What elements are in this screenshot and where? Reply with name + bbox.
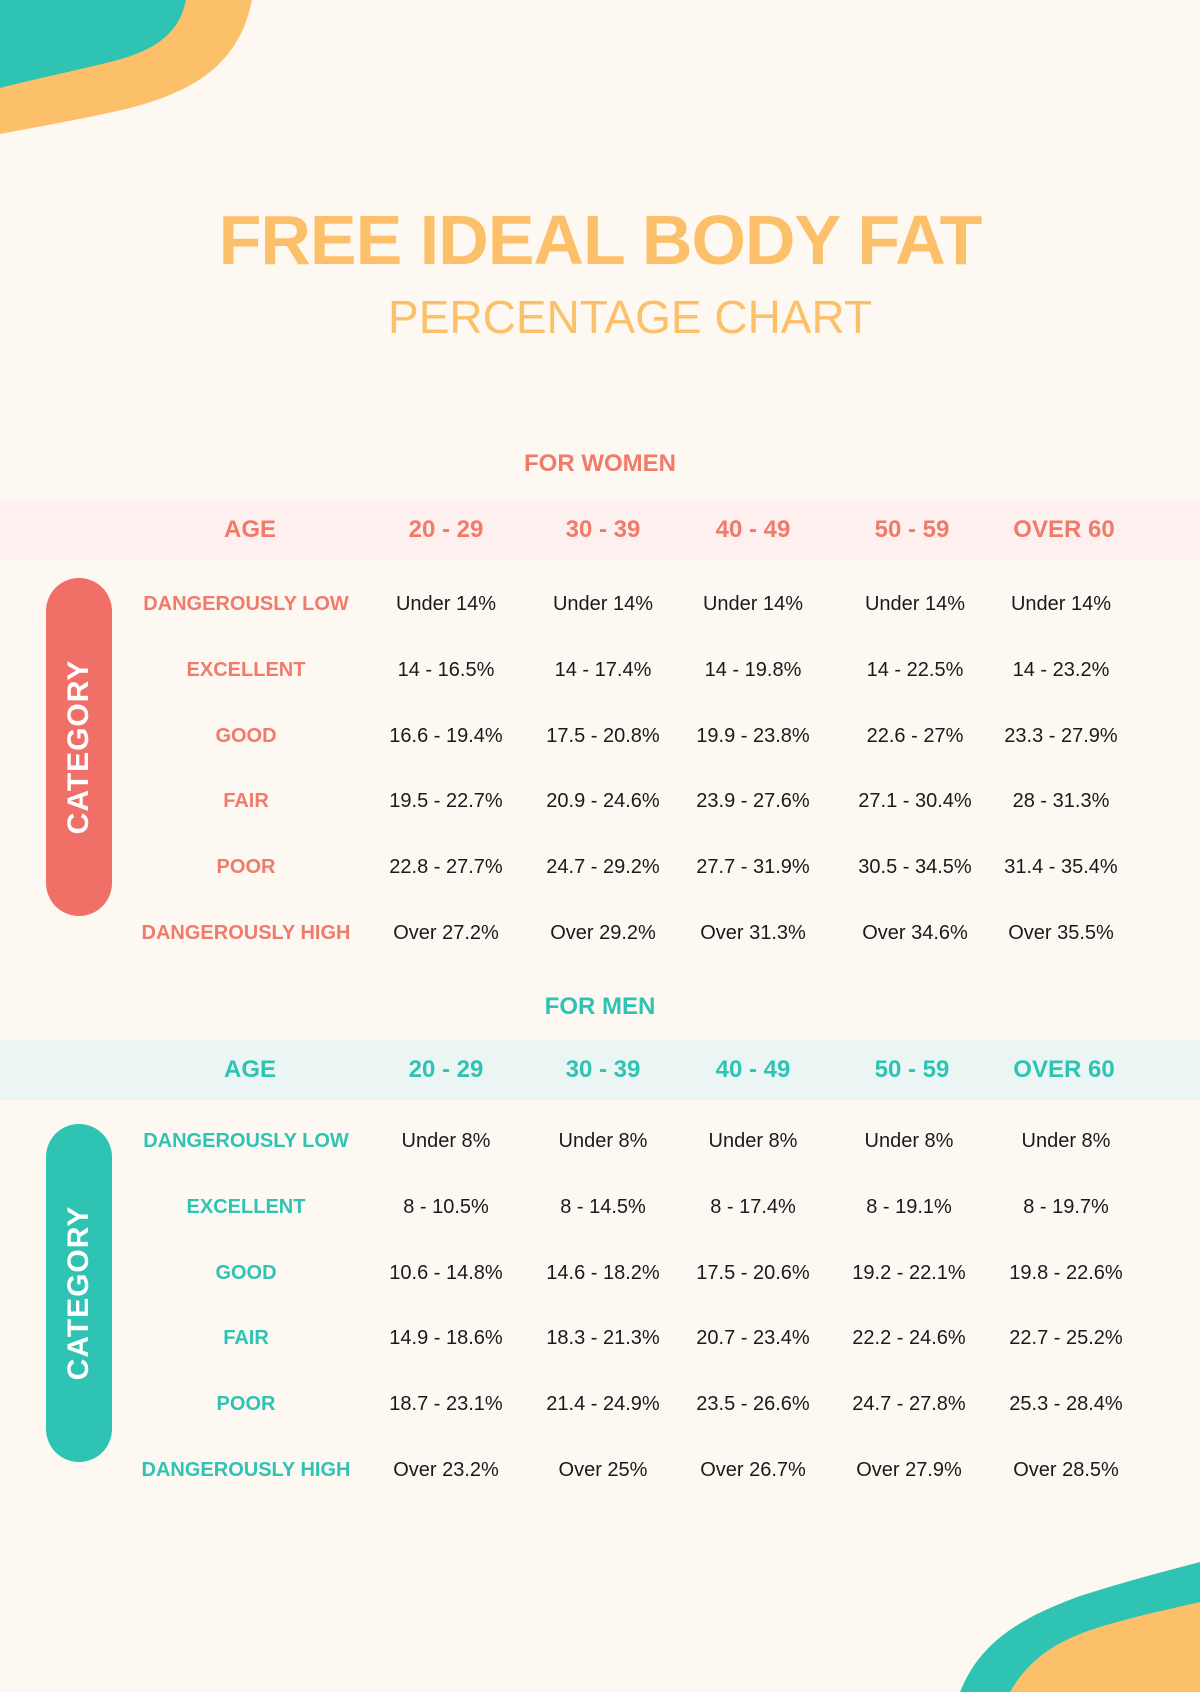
table-cell: Under 8% — [1021, 1130, 1111, 1152]
table-row — [0, 1318, 1200, 1358]
table-row — [0, 1253, 1200, 1293]
table-cell: Under 8% — [558, 1130, 648, 1152]
row-category-label: EXCELLENT — [186, 1196, 306, 1218]
row-category-label: DANGEROUSLY LOW — [143, 1130, 349, 1152]
men-section-label: FOR MEN — [544, 993, 656, 1020]
table-cell: Over 29.2% — [550, 922, 656, 944]
table-cell: 23.9 - 27.6% — [696, 790, 810, 812]
table-cell: 14 - 19.8% — [704, 659, 802, 681]
table-cell: Over 23.2% — [393, 1459, 499, 1481]
table-cell: 10.6 - 14.8% — [389, 1262, 503, 1284]
table-cell: 24.7 - 29.2% — [546, 856, 660, 878]
table-cell: 18.3 - 21.3% — [546, 1327, 660, 1349]
table-row — [0, 913, 1200, 953]
table-row — [0, 1384, 1200, 1424]
table-row — [0, 716, 1200, 756]
table-cell: 23.3 - 27.9% — [1004, 725, 1118, 747]
women-header-50-59: 50 - 59 — [874, 516, 950, 543]
table-row — [0, 781, 1200, 821]
table-cell: 18.7 - 23.1% — [389, 1393, 503, 1415]
men-header-band — [0, 1040, 1200, 1100]
table-cell: 24.7 - 27.8% — [852, 1393, 966, 1415]
row-category-label: FAIR — [223, 1327, 269, 1349]
table-cell: 14 - 16.5% — [397, 659, 495, 681]
table-cell: 14.6 - 18.2% — [546, 1262, 660, 1284]
row-category-label: DANGEROUSLY LOW — [143, 593, 349, 615]
row-category-label: FAIR — [223, 790, 269, 812]
table-cell: Over 25% — [558, 1459, 648, 1481]
table-cell: 27.1 - 30.4% — [858, 790, 972, 812]
men-header-50-59: 50 - 59 — [874, 1056, 950, 1083]
row-category-label: GOOD — [215, 725, 277, 747]
table-row — [0, 847, 1200, 887]
table-cell: 8 - 19.7% — [1023, 1196, 1109, 1218]
table-row — [0, 1121, 1200, 1161]
row-category-label: EXCELLENT — [186, 659, 306, 681]
page-title: FREE IDEAL BODY FAT — [218, 201, 982, 279]
table-cell: 20.9 - 24.6% — [546, 790, 660, 812]
table-cell: Over 27.9% — [856, 1459, 962, 1481]
table-cell: Under 14% — [864, 593, 966, 615]
table-cell: Over 28.5% — [1013, 1459, 1119, 1481]
table-cell: 8 - 10.5% — [403, 1196, 489, 1218]
women-header-band — [0, 500, 1200, 560]
table-row — [0, 584, 1200, 624]
table-cell: 30.5 - 34.5% — [858, 856, 972, 878]
men-header-40-49: 40 - 49 — [715, 1056, 791, 1083]
men-header-age: AGE — [223, 1056, 277, 1083]
row-category-label: POOR — [216, 856, 276, 878]
bottom-right-decoration — [930, 1562, 1200, 1692]
table-cell: 25.3 - 28.4% — [1009, 1393, 1123, 1415]
table-cell: Under 14% — [1010, 593, 1112, 615]
table-cell: 27.7 - 31.9% — [696, 856, 810, 878]
table-cell: 8 - 19.1% — [866, 1196, 952, 1218]
table-row — [0, 1187, 1200, 1227]
table-cell: 14.9 - 18.6% — [389, 1327, 503, 1349]
table-cell: 20.7 - 23.4% — [696, 1327, 810, 1349]
row-category-label: GOOD — [215, 1262, 277, 1284]
table-cell: 16.6 - 19.4% — [389, 725, 503, 747]
men-header-over-60: OVER 60 — [1013, 1056, 1115, 1083]
table-cell: 14 - 17.4% — [554, 659, 652, 681]
table-cell: Under 8% — [864, 1130, 954, 1152]
table-cell: 19.8 - 22.6% — [1009, 1262, 1123, 1284]
table-cell: Over 27.2% — [393, 922, 499, 944]
table-cell: 8 - 17.4% — [710, 1196, 796, 1218]
men-header-20-29: 20 - 29 — [408, 1056, 484, 1083]
table-cell: 22.7 - 25.2% — [1009, 1327, 1123, 1349]
table-row — [0, 1450, 1200, 1490]
table-cell: 28 - 31.3% — [1012, 790, 1110, 812]
table-cell: Over 26.7% — [700, 1459, 806, 1481]
table-cell: 21.4 - 24.9% — [546, 1393, 660, 1415]
table-row — [0, 650, 1200, 690]
table-cell: 17.5 - 20.8% — [546, 725, 660, 747]
table-cell: 19.5 - 22.7% — [389, 790, 503, 812]
women-header-age: AGE — [223, 516, 277, 543]
page-subtitle: PERCENTAGE CHART — [388, 291, 872, 343]
table-cell: 22.8 - 27.7% — [389, 856, 503, 878]
table-cell: Under 14% — [395, 593, 497, 615]
table-cell: 14 - 22.5% — [866, 659, 964, 681]
table-cell: 22.6 - 27% — [866, 725, 964, 747]
table-cell: Over 34.6% — [862, 922, 968, 944]
table-cell: 19.2 - 22.1% — [852, 1262, 966, 1284]
table-cell: Over 35.5% — [1008, 922, 1114, 944]
row-category-label: DANGEROUSLY HIGH — [141, 1459, 351, 1481]
table-cell: Under 8% — [401, 1130, 491, 1152]
table-cell: Over 31.3% — [700, 922, 806, 944]
row-category-label: POOR — [216, 1393, 276, 1415]
table-cell: Under 14% — [702, 593, 804, 615]
table-cell: Under 8% — [708, 1130, 798, 1152]
women-header-over-60: OVER 60 — [1013, 516, 1115, 543]
men-category-label: CATEGORY — [62, 1205, 95, 1381]
row-category-label: DANGEROUSLY HIGH — [141, 922, 351, 944]
women-header-20-29: 20 - 29 — [408, 516, 484, 543]
table-cell: 17.5 - 20.6% — [696, 1262, 810, 1284]
table-cell: 23.5 - 26.6% — [696, 1393, 810, 1415]
women-header-40-49: 40 - 49 — [715, 516, 791, 543]
men-header-30-39: 30 - 39 — [565, 1056, 641, 1083]
table-cell: 22.2 - 24.6% — [852, 1327, 966, 1349]
table-cell: 14 - 23.2% — [1012, 659, 1110, 681]
women-header-30-39: 30 - 39 — [565, 516, 641, 543]
table-cell: 8 - 14.5% — [560, 1196, 646, 1218]
women-category-label: CATEGORY — [62, 659, 95, 835]
top-left-decoration — [0, 0, 260, 140]
women-section-label: FOR WOMEN — [524, 450, 676, 477]
table-cell: 31.4 - 35.4% — [1004, 856, 1118, 878]
table-cell: Under 14% — [552, 593, 654, 615]
table-cell: 19.9 - 23.8% — [696, 725, 810, 747]
